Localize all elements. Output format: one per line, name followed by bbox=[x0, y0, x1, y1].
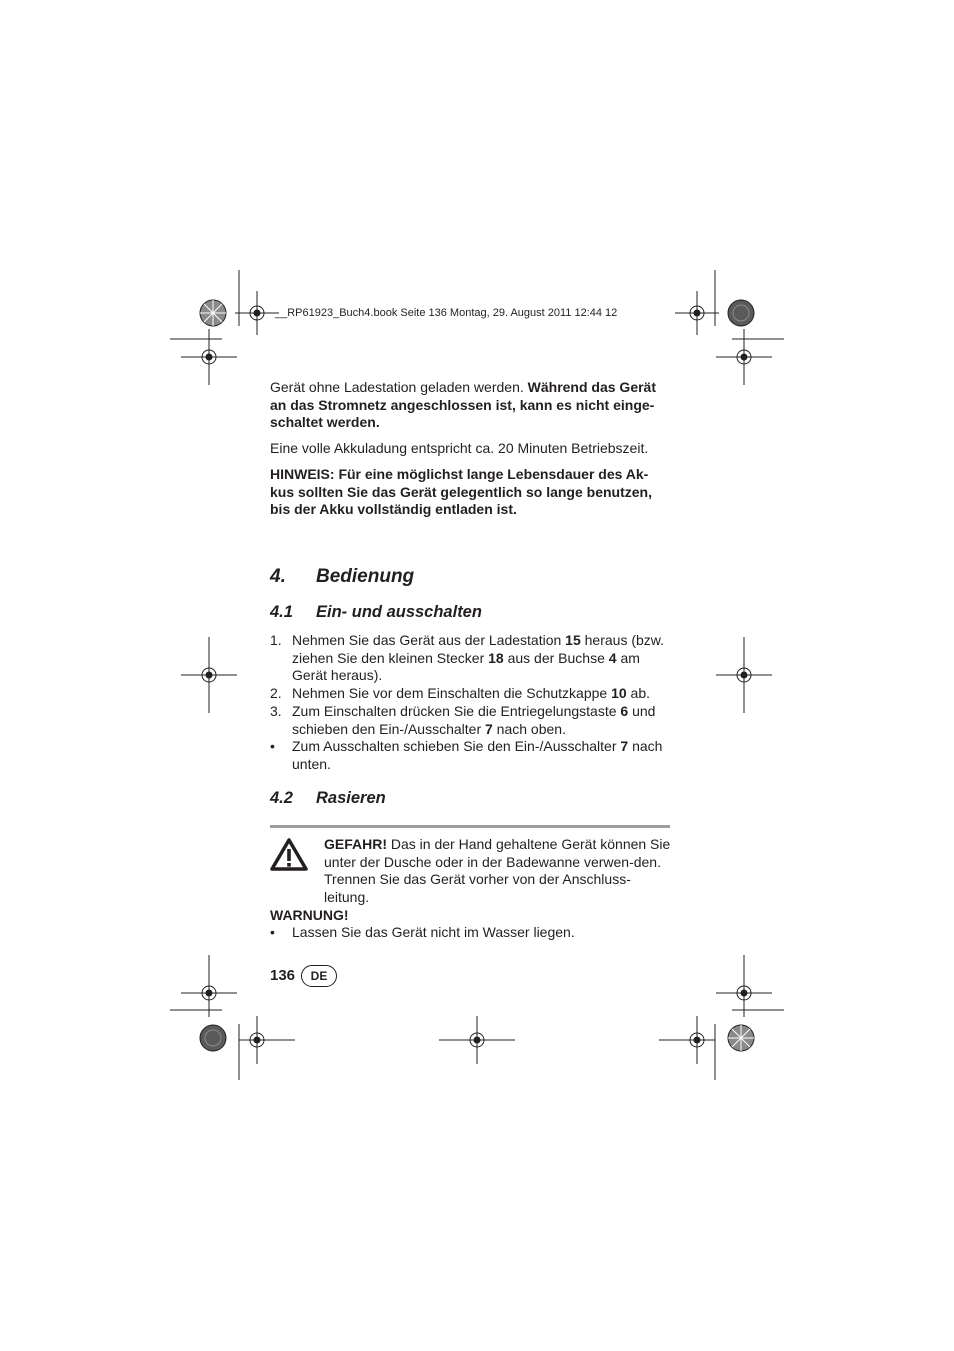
text-run: Nehmen Sie das Gerät aus der Ladestation bbox=[292, 632, 566, 648]
subsection-title: Ein- und ausschalten bbox=[316, 603, 482, 621]
note-paragraph: HINWEIS: Für eine möglichst lange Lebensdauer des Ak-kus sollten Sie das Gerät gelegentlich so lange benutzen, bis der Akku vollständig entladen ist. bbox=[270, 466, 652, 517]
list-marker: 3. bbox=[270, 703, 282, 719]
list-item-text: Lassen Sie das Gerät nicht im Wasser liegen. bbox=[292, 924, 575, 940]
section-title: Bedienung bbox=[316, 566, 415, 587]
danger-text: Das in der Hand gehaltene Gerät können Sie unter der Dusche oder in der Badewanne verwen-den. Trennen Sie das Gerät vorher von der Anschluss-leitung. bbox=[324, 836, 671, 905]
registration-mark-icon bbox=[245, 301, 269, 325]
section-heading bbox=[270, 566, 414, 588]
warning-label: WARNUNG! bbox=[270, 907, 349, 923]
text-run: am Gerät heraus). bbox=[292, 649, 640, 683]
list-item-text bbox=[292, 703, 670, 738]
battery-runtime-paragraph: Eine volle Akkuladung entspricht ca. 20 Minuten Betriebszeit. bbox=[270, 440, 649, 456]
text-run: heraus (bzw. ziehen Sie den kleinen Stecker bbox=[292, 632, 665, 666]
list-marker: • bbox=[270, 738, 275, 754]
subsection-number: 4.1 bbox=[270, 603, 293, 621]
part-number: 7 bbox=[485, 720, 493, 737]
list-marker: 1. bbox=[270, 632, 282, 648]
language-badge: DE bbox=[301, 965, 337, 987]
color-rosette-icon bbox=[199, 299, 227, 327]
part-number: 6 bbox=[620, 703, 629, 719]
registration-mark-icon bbox=[465, 1028, 489, 1052]
registration-mark-icon bbox=[732, 663, 756, 687]
list-item-text bbox=[292, 738, 670, 773]
print-slug: __RP61923_Buch4.book Seite 136 Montag, 29. August 2011 12:44 12 bbox=[275, 307, 618, 319]
registration-mark-icon bbox=[245, 1028, 269, 1052]
text-run: nach oben. bbox=[492, 720, 566, 737]
warning-triangle-icon bbox=[270, 838, 308, 872]
subsection-title: Rasieren bbox=[316, 789, 386, 807]
registration-mark-icon bbox=[732, 981, 756, 1005]
list-item-text bbox=[292, 685, 670, 703]
part-number: 7 bbox=[620, 738, 629, 754]
intro-text: Gerät ohne Ladestation geladen werden. bbox=[270, 379, 528, 395]
color-rosette-icon bbox=[727, 1024, 755, 1052]
danger-label: GEFAHR! bbox=[324, 836, 387, 852]
part-number: 15 bbox=[565, 632, 581, 648]
section-number: 4. bbox=[270, 566, 286, 587]
registration-mark-icon bbox=[197, 981, 221, 1005]
color-rosette-icon bbox=[199, 1024, 227, 1052]
list-item-text bbox=[292, 632, 670, 685]
danger-notice bbox=[324, 836, 672, 906]
registration-mark-icon bbox=[685, 1028, 709, 1052]
text-run: und schieben den Ein-/Ausschalter bbox=[292, 703, 656, 737]
text-run: ab. bbox=[626, 685, 651, 701]
text-run: aus der Buchse bbox=[503, 649, 609, 666]
divider bbox=[270, 825, 670, 828]
registration-mark-icon bbox=[685, 301, 709, 325]
text-run: Zum Ausschalten schieben Sie den Ein-/Ausschalter bbox=[292, 738, 621, 754]
registration-mark-icon bbox=[197, 345, 221, 369]
part-number: 18 bbox=[488, 649, 504, 666]
list-marker: 2. bbox=[270, 685, 282, 701]
intro-paragraph bbox=[270, 379, 670, 432]
registration-mark-icon bbox=[197, 663, 221, 687]
text-run: Zum Einschalten drücken Sie die Entriegelungstaste bbox=[292, 703, 621, 719]
page-number: 136 bbox=[270, 967, 296, 984]
color-rosette-icon bbox=[727, 299, 755, 327]
list-marker: • bbox=[270, 924, 275, 940]
text-run: Nehmen Sie vor dem Einschalten die Schutzkappe bbox=[292, 685, 612, 701]
text-run: nach unten. bbox=[292, 738, 663, 772]
subsection-heading bbox=[270, 789, 386, 808]
subsection-heading bbox=[270, 603, 482, 622]
registration-mark-icon bbox=[732, 345, 756, 369]
subsection-number: 4.2 bbox=[270, 789, 293, 807]
part-number: 4 bbox=[608, 649, 617, 666]
part-number: 10 bbox=[611, 685, 627, 701]
intro-bold-text: Während das Gerät an das Stromnetz angeschlossen ist, kann es nicht einge-schaltet werden. bbox=[270, 379, 657, 430]
